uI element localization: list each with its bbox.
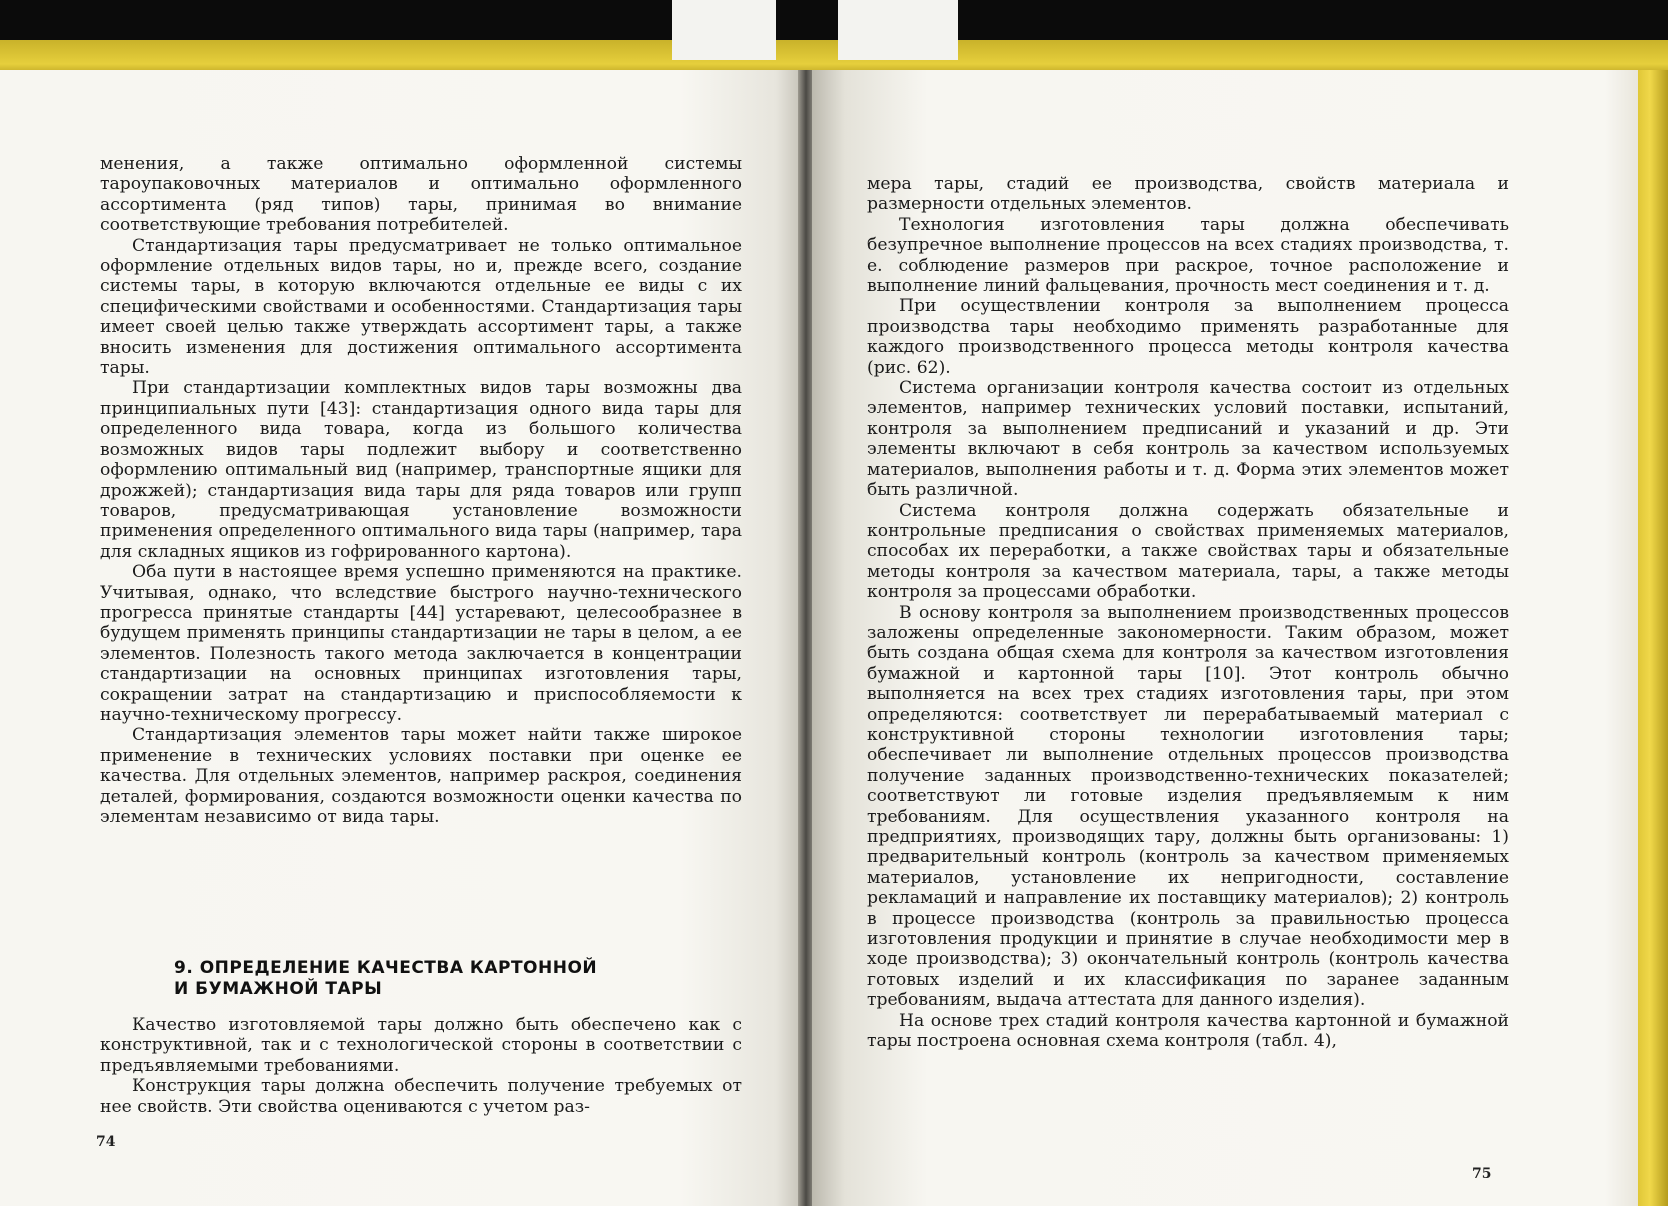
section-heading-line: И БУМАЖНОЙ ТАРЫ	[174, 979, 383, 999]
left-page	[0, 70, 800, 1206]
paragraph: Конструкция тары должна обеспечить получение требуемых от нее свойств. Эти свойства оцениваются с учетом раз-	[100, 1076, 742, 1117]
paragraph: При стандартизации комплектных видов тары возможны два принципиальных пути [43]: стандартизация одного вида тары для определенного вида товара, когда из большого количества возможных видов тары подлежит выбору и соответственно оформлению оптимальный вид (например, транспортные ящики для дрожжей); стандартизация вида тары для ряда товаров или групп товаров, предусматривающая установление возможности применения определенного оптимального вида тары (например, тара для складных ящиков из гофрированного картона).	[100, 378, 742, 562]
paragraph: Система контроля должна содержать обязательные и контрольные предписания о свойствах применяемых материалов, способах их переработки, а также свойствах тары и обязательные методы контроля за качеством материала, тары, а также методы контроля за процессами обработки.	[867, 500, 1509, 603]
paragraph: Система организации контроля качества состоит из отдельных элементов, например технических условий поставки, испытаний, контроля за выполнением предписаний и указаний и др. Эти элементы включают в себя контроль за качеством используемых материалов, выполнения работы и т. д. Форма этих элементов может быть различной.	[867, 378, 1509, 501]
left-page-body	[100, 154, 742, 827]
left-page-body-lower	[100, 1015, 742, 1117]
paragraph: Технология изготовления тары должна обеспечивать безупречное выполнение процессов на всех стадиях производства, т. е. соблюдение размеров при раскрое, точное расположение и выполнение линий фальцевания, прочность мест соединения и т. д.	[867, 214, 1509, 297]
paragraph: На основе трех стадий контроля качества картонной и бумажной тары построена основная схема контроля (табл. 4),	[867, 1010, 1509, 1052]
page-tab-left	[672, 0, 776, 60]
paragraph: менения, а также оптимально оформленной системы тароупаковочных материалов и оптимально оформленного ассортимента (ряд типов) тары, принимая во внимание соответствующие требования потребителей.	[100, 154, 742, 236]
paragraph: В основу контроля за выполнением производственных процессов заложены определенные закономерности. Таким образом, может быть создана общая схема для контроля за качеством изготовления бумажной и картонной тары [10]. Этот контроль обычно выполняется на всех трех стадиях изготовления тары, при этом определяются: соответствует ли перерабатываемый материал с конструктивной стороны технологии изготовления тары; обеспечивает ли выполнение отдельных процессов производства получение заданных производственно-технических показателей; соответствуют ли готовые изделия предъявляемым к ним требованиям. Для осуществления указанного контроля на предприятиях, производящих тару, должны быть организованы: 1) предварительный контроль (контроль за качеством применяемых материалов, установление их непригодности, составление рекламаций и направление их поставщику материалов); 2) контроль в процессе производства (контроль за правильностью процесса изготовления продукции и принятие в случае необходимости мер в ходе производства); 3) окончательный контроль (контроль качества готовых изделий и их классификация по заранее заданным требованиям, выдача аттестата для данного изделия).	[867, 602, 1509, 1011]
paragraph: Стандартизация элементов тары может найти также широкое применение в технических условиях поставки при оценке ее качества. Для отдельных элементов, например раскроя, соединения деталей, формирования, создаются возможности оценки качества по элементам независимо от вида тары.	[100, 725, 742, 827]
paragraph: Оба пути в настоящее время успешно применяются на практике. Учитывая, однако, что вследствие быстрого научно-технического прогресса принятые стандарты [44] устаревают, целесообразнее в будущем применять принципы стандартизации не тары в целом, а ее элементов. Полезность такого метода заключается в концентрации стандартизации на основных принципах изготовления тары, сокращении затрат на стандартизацию и приспособляемости к научно-техническому прогрессу.	[100, 562, 742, 725]
paragraph: мера тары, стадий ее производства, свойств материала и размерности отдельных элементов.	[867, 174, 1509, 215]
page-number: 74	[96, 1134, 116, 1150]
section-heading	[174, 958, 734, 1000]
right-page-body	[867, 174, 1509, 1051]
section-heading-line: 9. ОПРЕДЕЛЕНИЕ КАЧЕСТВА КАРТОННОЙ	[174, 958, 598, 978]
page-number: 75	[1472, 1166, 1492, 1182]
paragraph: Стандартизация тары предусматривает не только оптимальное оформление отдельных видов тары, но и, прежде всего, создание системы тары, в которую включаются отдельные ее виды с их специфическими свойствами и особенностями. Стандартизация тары имеет своей целью также утверждать ассортимент тары, а также вносить изменения для достижения оптимального ассортимента тары.	[100, 235, 742, 379]
page-tab-right	[838, 0, 958, 60]
paragraph: Качество изготовляемой тары должно быть обеспечено как с конструктивной, так и с технологической стороны в соответствии с предъявляемыми требованиями.	[100, 1015, 742, 1076]
paragraph: При осуществлении контроля за выполнением процесса производства тары необходимо применять разработанные для каждого производственного процесса методы контроля качества (рис. 62).	[867, 296, 1509, 378]
right-page	[812, 70, 1638, 1206]
